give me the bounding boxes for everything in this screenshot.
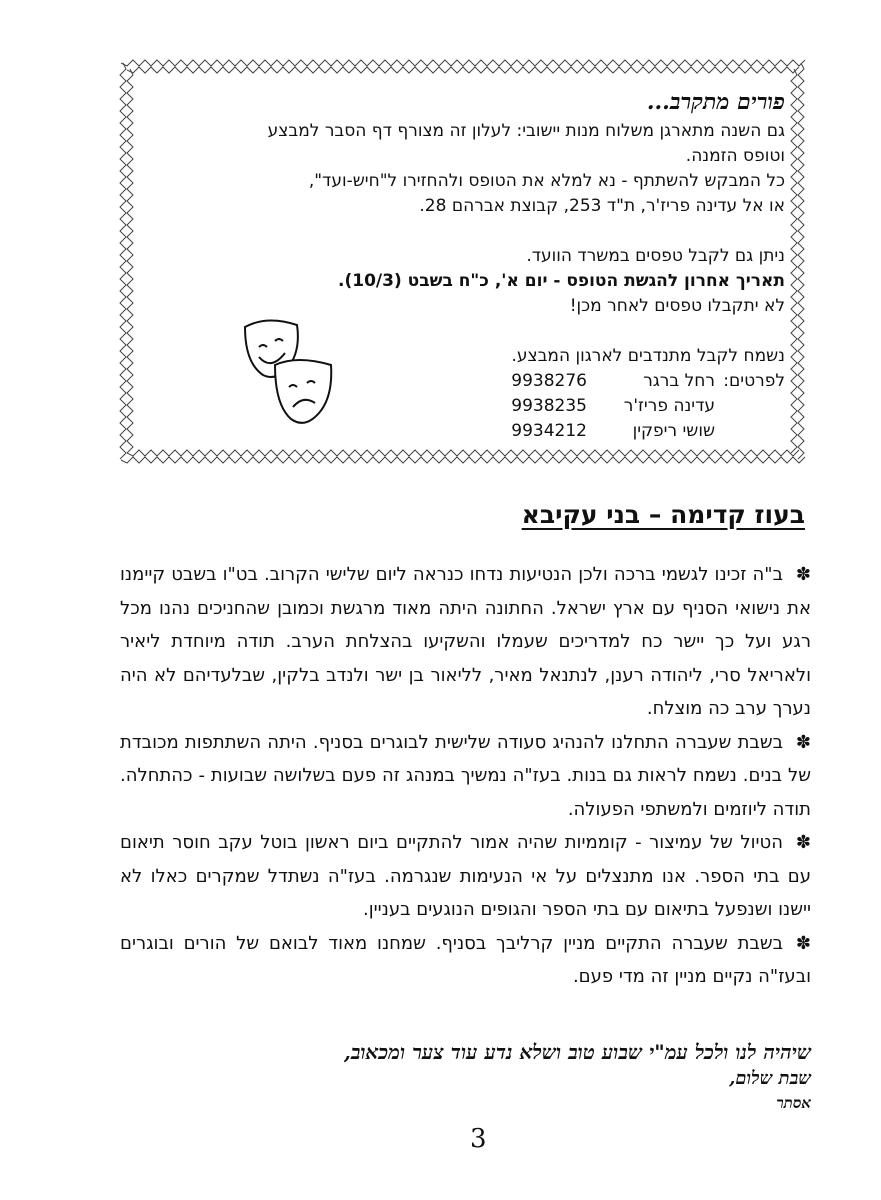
contacts-list — [137, 369, 785, 444]
purim-line: כל המבקש להשתתף - נא למלא את הטופס ולהחזירו ל"חיש-ועד", — [308, 171, 785, 191]
paragraph-text: הטיול של עמיצור - קוממיות שהיה אמור להתקיים ביום ראשון בוטל עקב חוסר תיאום עם בתי הספר. אנו מתנצלים על אי הנעימות שנגרמה. בעז"ה נשתדל שמקרים כאלו לא יישנו ושנפעל בתיאום עם בתי הספר והגופים הנוגעים בעניין. — [120, 832, 811, 920]
bnei-akiva-article — [120, 558, 811, 994]
article-paragraph — [120, 726, 811, 827]
contact-name: רחל ברגר — [643, 371, 715, 391]
article-paragraph — [120, 927, 811, 994]
contact-name: שושי ריפקין — [632, 421, 715, 441]
purim-line: ניתן גם לקבל טפסים במשרד הוועד. — [526, 246, 785, 266]
contact-phone: 9938276 — [511, 371, 587, 391]
article-paragraph — [120, 558, 811, 726]
purim-line: גם השנה מתארגן משלוח מנות יישובי: לעלון זה מצורף דף הסבר למבצע — [267, 121, 785, 141]
signature-greeting: שבת שלום, — [729, 1068, 811, 1089]
paragraph-text: ב"ה זכינו לגשמי ברכה ולכן הנטיעות נדחו כנראה ליום שלישי הקרוב. בט"ו בשבט קיימנו את נישואי הסניף עם ארץ ישראל. החתונה היתה מאוד מרגשת וכמובן שהחניכים נהנו מכל רגע ועל כך יישר כח למדריכים שעמלו והשקיעו בהצלחת הערב. תודה מיוחדת ליאיר ולאריאל סרי, ליהודה רענן, לנתנאל מאיר, לליאור בן ישר ולנדב בלקין, שבלעדיהם לא היה נערך ערב כה מוצלח. — [120, 564, 811, 719]
purim-title: פורים מתקרב... — [646, 89, 785, 115]
zigzag-line — [127, 67, 799, 73]
contact-row — [137, 419, 785, 444]
flower-bullet-icon: ✽ — [795, 564, 811, 585]
contact-phone: 9934212 — [511, 421, 587, 441]
contact-phone: 9938235 — [511, 396, 587, 416]
purim-line: נשמח לקבל מתנדבים לארגון המבצע. — [511, 346, 785, 366]
purim-line: לא יתקבלו טפסים לאחר מכן! — [569, 296, 785, 316]
contacts-label: לפרטים: — [723, 371, 785, 391]
signature-block — [344, 1038, 811, 1114]
contact-row — [137, 394, 785, 419]
purim-line: או אל עדינה פריז'ר, ת"ד 253, קבוצת אברהם 28. — [419, 196, 785, 216]
bnei-akiva-heading: בעוז קדימה – בני עקיבא — [521, 500, 805, 529]
zigzag-line — [120, 63, 126, 459]
purim-line: וטופס הזמנה. — [685, 146, 785, 166]
contact-name: עדינה פריז'ר — [623, 396, 715, 416]
zigzag-line — [121, 60, 805, 66]
flower-bullet-icon: ✽ — [795, 932, 811, 954]
contact-row — [137, 369, 785, 394]
flower-bullet-icon: ✽ — [795, 731, 811, 753]
purim-box-text — [137, 87, 785, 451]
zigzag-line — [798, 63, 804, 459]
page-number: 3 — [470, 1124, 487, 1154]
zigzag-line — [127, 69, 133, 453]
zigzag-line — [121, 457, 805, 463]
paragraph-text: בשבת שעברה התחלנו להנהיג סעודה שלישית לבוגרים בסניף. היתה השתתפות מכובדת של בנים. נשמח לראות גם בנות. בעז"ה נמשיך במנהג זה פעם בשלושה שבועות - כהתחלה. תודה ליוזמים ולמשתפי הפעולה. — [120, 731, 811, 820]
paragraph-text: בשבת שעברה התקיים מניין קרליבך בסניף. שמחנו מאוד לבואם של הורים ובוגרים ובעז"ה נקיים מניין זה מדי פעם. — [120, 932, 811, 987]
purim-deadline: תאריך אחרון להגשת הטופס - יום א', כ"ח בשבט (10/3). — [338, 271, 785, 291]
article-paragraph — [120, 826, 811, 927]
signature-name: אסתר — [776, 1094, 811, 1112]
purim-announcement-box — [117, 57, 807, 467]
flower-bullet-icon: ✽ — [795, 832, 811, 853]
signature-blessing: שיהיה לנו ולכל עמ"י שבוע טוב ושלא נדע עוד צער ומכאוב, — [343, 1040, 811, 1064]
zigzag-line — [791, 69, 797, 453]
